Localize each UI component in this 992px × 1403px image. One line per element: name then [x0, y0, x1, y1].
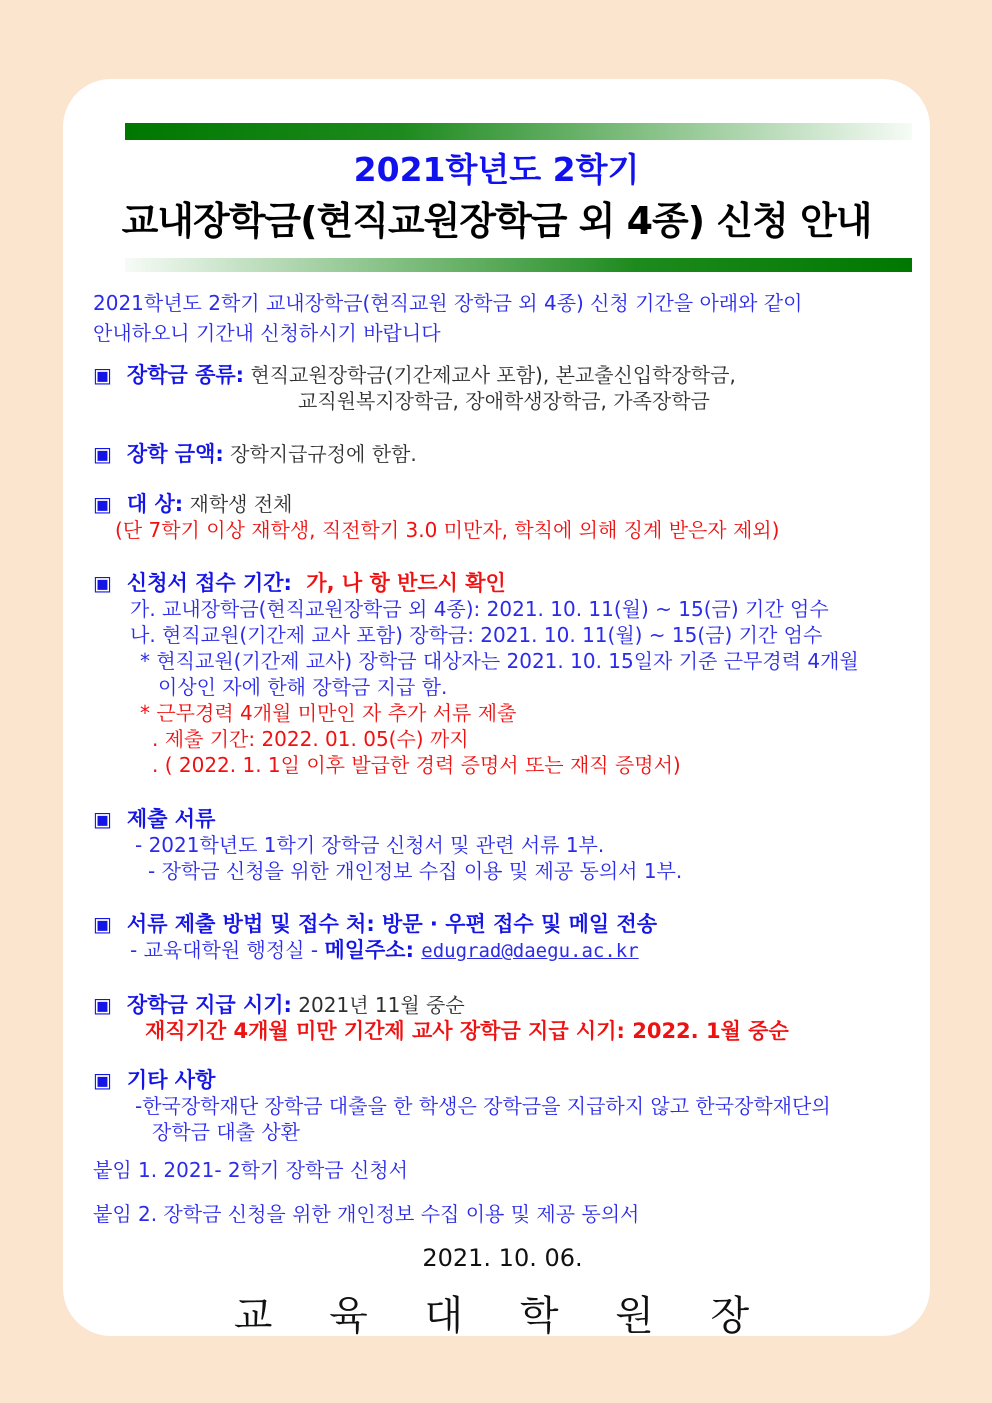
section-bullet-icon: ▣	[93, 442, 112, 466]
section-label: 장학 금액:	[126, 442, 224, 466]
signature-dean-of-graduate-school: 교 육 대 학 원 장	[233, 1293, 772, 1336]
period-note1-line2: 이상인 자에 한해 장학금 지급 함.	[158, 675, 448, 699]
header-green-bar-bottom	[125, 258, 912, 272]
payment-red-note: 재직기간 4개월 미만 기간제 교사 장학금 지급 시기: 2022. 1월 중순	[145, 1019, 789, 1043]
section-label: 장학금 종류:	[126, 363, 245, 387]
section-label: 대 상:	[126, 492, 184, 516]
period-item-na: 나. 현직교원(기간제 교사 포함) 장학금: 2021. 10. 11(월) ~ 15(금) 기간 엄수	[130, 623, 823, 647]
section-label: 장학금 지급 시기:	[126, 993, 292, 1017]
section-label: 서류 제출 방법 및 접수 처: 방문 · 우편 접수 및 메일 전송	[126, 912, 658, 936]
section-bullet-icon: ▣	[93, 807, 112, 831]
misc-item-line1: -한국장학재단 장학금 대출을 한 학생은 장학금을 지급하지 않고 한국장학재단의	[135, 1094, 831, 1118]
notice-body	[63, 288, 930, 1336]
section-bullet-icon: ▣	[93, 912, 112, 936]
section-label: 제출 서류	[126, 807, 216, 831]
section-application-period	[93, 570, 912, 778]
period-note2-sub2: . ( 2022. 1. 1일 이후 발급한 경력 증명서 또는 재직 증명서)	[152, 753, 681, 777]
attachment-1	[93, 1157, 912, 1183]
submission-office: - 교육대학원 행정실 -	[130, 938, 325, 962]
attachment-1-text: 붙임 1. 2021- 2학기 장학금 신청서	[93, 1158, 408, 1182]
section-label: 기타 사항	[126, 1068, 216, 1092]
section-bullet-icon: ▣	[93, 571, 112, 595]
target-exclusion-note: (단 7학기 이상 재학생, 직전학기 3.0 미만자, 학칙에 의해 징계 받은자 제외)	[115, 518, 780, 542]
period-note2-sub1: . 제출 기간: 2022. 01. 05(수) 까지	[152, 727, 469, 751]
section-label: 신청서 접수 기간:	[126, 571, 292, 595]
attachment-2-text: 붙임 2. 장학금 신청을 위한 개인정보 수집 이용 및 제공 동의서	[93, 1202, 640, 1226]
section-required-documents	[93, 806, 912, 884]
period-note1-line1: * 현직교원(기간제 교사) 장학금 대상자는 2021. 10. 15일자 기준 근무경력 4개월	[140, 649, 859, 673]
section-bullet-icon: ▣	[93, 363, 112, 387]
section-bullet-icon: ▣	[93, 1068, 112, 1092]
section-value-line2: 교직원복지장학금, 장애학생장학금, 가족장학금	[298, 389, 710, 413]
section-bullet-icon: ▣	[93, 492, 112, 516]
attachment-2	[93, 1201, 912, 1227]
section-scholarship-types	[93, 362, 912, 414]
section-value: 장학지급규정에 한함.	[230, 442, 417, 466]
period-note2: * 근무경력 4개월 미만인 자 추가 서류 제출	[140, 701, 517, 725]
email-label: 메일주소:	[324, 938, 422, 962]
section-target	[93, 491, 912, 543]
documents-item-1: - 2021학년도 1학기 장학금 신청서 및 관련 서류 1부.	[135, 833, 605, 857]
intro-line-2: 안내하오니 기간내 신청하시기 바랍니다	[93, 321, 441, 345]
intro-line-1: 2021학년도 2학기 교내장학금(현직교원 장학금 외 4종) 신청 기간을 아래와 같이	[93, 291, 803, 315]
misc-item-line2: 장학금 대출 상환	[152, 1120, 300, 1144]
notice-card	[63, 79, 930, 1336]
period-item-ga: 가. 교내장학금(현직교원장학금 외 4종): 2021. 10. 11(월) ~ 15(금) 기간 엄수	[130, 597, 829, 621]
notice-title: 교내장학금(현직교원장학금 외 4종) 신청 안내	[121, 199, 872, 243]
documents-item-2: - 장학금 신청을 위한 개인정보 수집 이용 및 제공 동의서 1부.	[148, 859, 683, 883]
period-warning-label: 가, 나 항 반드시 확인	[306, 571, 506, 595]
section-payment-timing	[93, 992, 912, 1044]
section-amount	[93, 441, 912, 467]
notice-date: 2021. 10. 06.	[422, 1244, 583, 1272]
section-value: 재학생 전체	[189, 492, 293, 516]
section-misc	[93, 1067, 912, 1145]
section-bullet-icon: ▣	[93, 993, 112, 1017]
intro-paragraph	[93, 288, 912, 348]
email-link[interactable]: edugrad@daegu.ac.kr	[421, 940, 639, 962]
section-value: 2021년 11월 중순	[298, 993, 465, 1017]
notice-subtitle: 2021학년도 2학기	[353, 150, 640, 189]
section-submission-method	[93, 911, 912, 964]
header-green-bar-top	[125, 123, 912, 140]
section-value: 현직교원장학금(기간제교사 포함), 본교출신입학장학금,	[250, 363, 736, 387]
